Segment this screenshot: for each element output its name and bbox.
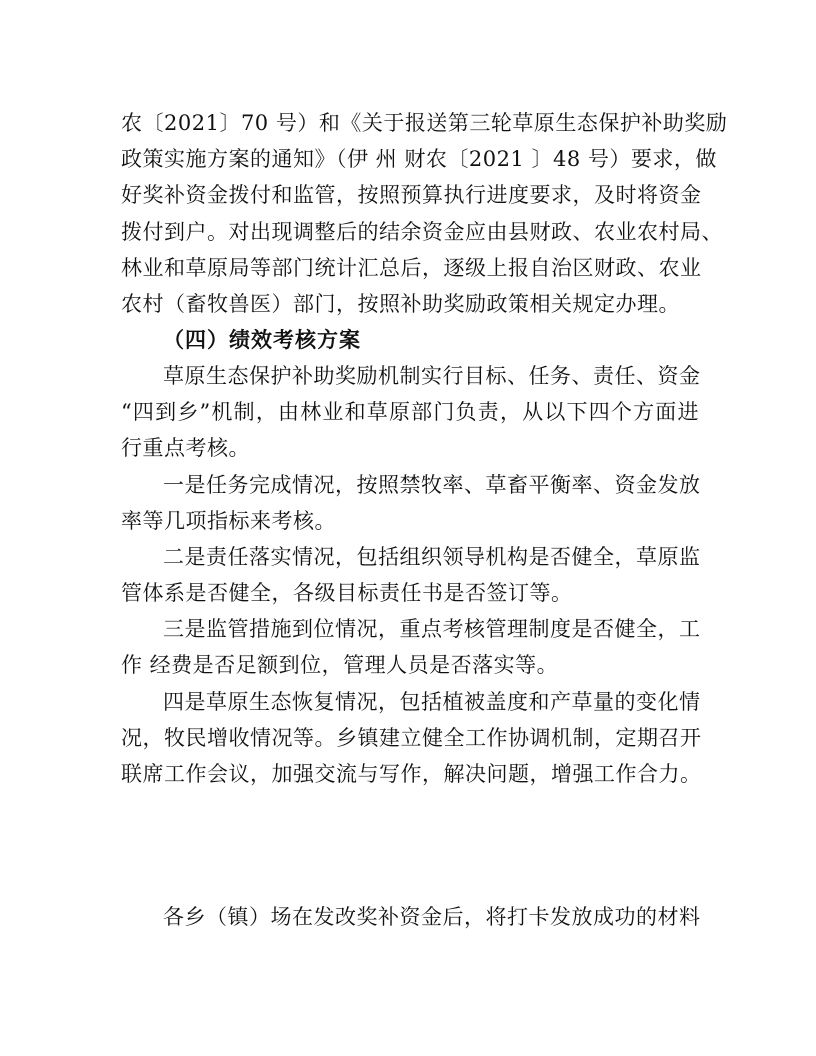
section-heading: （四）绩效考核方案 [163,327,361,352]
paragraph-line: 联席工作会议，加强交流与写作，解决问题，增强工作合力。 [121,762,702,786]
paragraph-line: 三是监管措施到位情况，重点考核管理制度是否健全，工 [163,617,701,641]
paragraph-line: 二是责任落实情况，包括组织领导机构是否健全，草原监 [163,545,701,569]
paragraph-line: 管体系是否健全，各级目标责任书是否签订等。 [121,581,573,605]
paragraph-line: 行重点考核。 [121,436,250,460]
paragraph-line: 作 经费是否足额到位，管理人员是否落实等。 [121,653,559,677]
paragraph-line: 好奖补资金拨付和监管，按照预算执行进度要求，及时将资金 [121,183,702,207]
paragraph-line: 林业和草原局等部门统计汇总后，逐级上报自治区财政、农业 [121,256,702,280]
paragraph-line: 况，牧民增收情况等。乡镇建立健全工作协调机制，定期召开 [121,726,702,750]
paragraph-line: 政策实施方案的通知》（伊 州 财农〔2021 〕48 号）要求，做 [121,147,717,171]
paragraph-line: 率等几项指标来考核。 [121,509,336,533]
paragraph-line: 各乡（镇）场在发改奖补资金后，将打卡发放成功的材料 [163,905,701,929]
paragraph-line: “四到乡”机制，由林业和草原部门负责，从以下四个方面进 [121,400,699,424]
paragraph-line: 拨付到户。对出现调整后的结余资金应由县财政、农业农村局、 [121,220,723,244]
paragraph-line: 农〔2021〕70 号）和《关于报送第三轮草原生态保护补助奖励 [121,111,728,135]
paragraph-line: 农村（畜牧兽医）部门，按照补助奖励政策相关规定办理。 [121,292,680,316]
paragraph-line: 四是草原生态恢复情况，包括植被盖度和产草量的变化情 [163,690,701,714]
paragraph-line: 一是任务完成情况，按照禁牧率、草畜平衡率、资金发放 [163,473,701,497]
paragraph-line: 草原生态保护补助奖励机制实行目标、任务、责任、资金 [163,364,701,388]
